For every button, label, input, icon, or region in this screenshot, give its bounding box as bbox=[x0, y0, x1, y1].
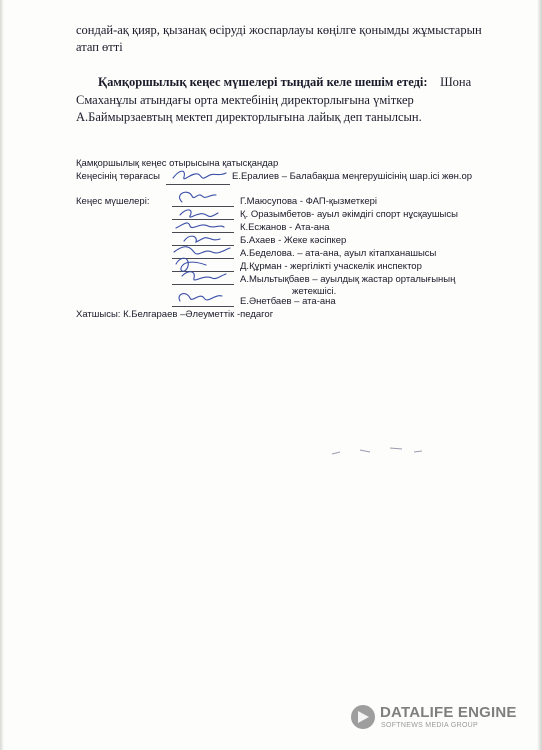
scan-speck-marks bbox=[330, 440, 440, 470]
member-5: А.Беделова. – ата-ана, ауыл кітапханашысы bbox=[240, 248, 437, 259]
scan-edge-right bbox=[537, 0, 542, 750]
chair-label: Кеңесінің төрағасы bbox=[76, 171, 160, 182]
member-3: К.Есжанов - Ата-ана bbox=[240, 222, 330, 233]
members-signatures-icon bbox=[168, 186, 240, 314]
member-7: А.Мыльтықбаев – ауылдық жастар орталығының bbox=[240, 274, 456, 285]
members-label: Кеңес мүшелері: bbox=[76, 196, 150, 207]
watermark-title: DATALIFE ENGINE bbox=[380, 704, 517, 721]
member-7-continued: жетекшісі. bbox=[292, 286, 337, 297]
attendance-header: Қамқоршылық кеңес отырысына қатысқандар bbox=[76, 158, 279, 169]
datalife-logo-icon bbox=[350, 704, 376, 730]
scan-edge-left bbox=[0, 0, 4, 750]
member-2: Қ. Оразымбетов- ауыл әкімдігі спорт нұсқаушысы bbox=[240, 209, 458, 220]
member-6: Д.Құрман - жергілікті учаскелік инспектор bbox=[240, 261, 422, 272]
member-4: Б.Ахаев - Жеке кәсіпкер bbox=[240, 235, 347, 246]
decision-lead: Қамқоршылық кеңес мүшелері тыңдай келе шешім етеді: bbox=[98, 75, 428, 89]
watermark-subtitle: SOFTNEWS MEDIA GROUP bbox=[381, 722, 479, 729]
datalife-watermark bbox=[350, 703, 530, 731]
decision-text-1: Шона Смаханұлы атындағы орта мектебінің директорлығына үміткер bbox=[76, 75, 472, 107]
chair-value: Е.Ералиев – Балабақша меңгерушісінің шар.ісі жөн.ор bbox=[232, 171, 473, 182]
chair-signature-icon bbox=[170, 164, 234, 186]
secretary: Хатшысы: К.Белгараев –Әлеуметтік -педагог bbox=[76, 309, 274, 320]
decision-text-2: А.Баймырзаевтың мектеп директорлығына лайық деп танылсын. bbox=[76, 110, 422, 124]
member-1: Г.Маюсупова - ФАП-қызметкері bbox=[240, 196, 378, 207]
paragraph-top: сондай-ақ қияр, қызанақ өсіруді жоспарлауы көңілге қонымды жұмыстарын атап өтті bbox=[76, 23, 482, 54]
member-8: Е.Әнетбаев – ата-ана bbox=[240, 296, 336, 307]
decision-paragraph bbox=[76, 74, 506, 127]
